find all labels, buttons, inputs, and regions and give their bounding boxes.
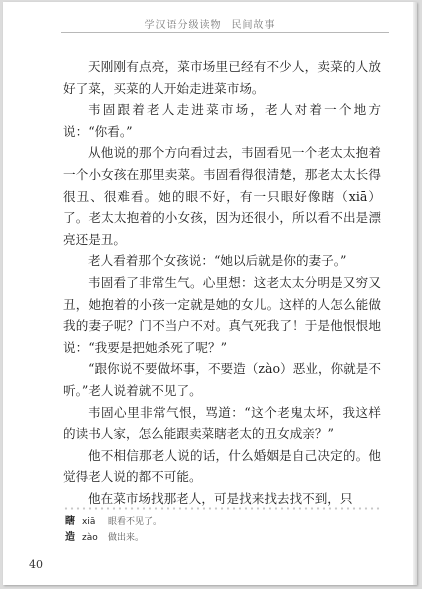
running-header: [3, 16, 417, 31]
note-headword: 瞎: [65, 516, 75, 527]
series-title: 学汉语分级读物: [144, 20, 222, 31]
vocabulary-notes: [65, 514, 162, 546]
paragraph: “跟你说不要做坏事，不要造（zào）恶业，你就是不听。”老人说着就不见了。: [63, 361, 381, 398]
paragraph: 天刚刚有点亮，菜市场里已经有不少人，卖菜的人放好了菜，买菜的人开始走进菜市场。: [63, 59, 381, 96]
paragraph: 韦固看了非常生气。心里想：这老太太分明是又穷又丑，她抱着的小孩一定就是她的女儿。这样的人怎么能做我的妻子呢？门不当户不对。真气死我了！于是他恨恨地说：“我要是把她杀死了呢？”: [63, 274, 381, 355]
note-headword: 造: [65, 532, 75, 543]
page-edge-shadow: [413, 2, 417, 585]
vocab-note: [65, 530, 162, 546]
note-gloss: 做出来。: [108, 533, 145, 543]
paragraph: 韦固心里非常气恨，骂道：“这个老鬼太坏，我这样的读书人家，怎么能跟卖菜瞎老太的丑女成亲？”: [63, 404, 381, 442]
story-text: [63, 56, 381, 509]
paragraph: 从他说的那个方向看过去，韦固看见一个老太太抱着一个小女孩在那里卖菜。韦固看得很清楚，那老太太长得很丑、很难看。她的眼不好，有一只眼好像瞎（xiā）了。老太太抱着的小女孩，因为还很小，所以看不出是漂亮还是丑。: [63, 145, 381, 247]
note-pinyin: zào: [82, 533, 98, 543]
note-gloss: 眼看不见了。: [108, 517, 163, 527]
paragraph: 他在菜市场找那老人，可是找来找去找不到，只: [88, 490, 353, 506]
book-page: [3, 2, 417, 585]
footnote-divider: [63, 507, 381, 510]
paragraph: 他不相信那老人说的话，什么婚姻是自己决定的。他觉得老人说的都不可能。: [63, 447, 381, 485]
book-title: 民间故事: [231, 20, 276, 31]
header-rule: [61, 32, 389, 33]
paragraph: 老人看着那个女孩说：“她以后就是你的妻子。”: [88, 253, 347, 269]
vocab-note: [65, 514, 162, 530]
paragraph: 韦固跟着老人走进菜市场，老人对着一个地方说：“你看。”: [63, 102, 381, 139]
note-pinyin: xiā: [82, 517, 96, 527]
page-number: 40: [29, 558, 43, 571]
